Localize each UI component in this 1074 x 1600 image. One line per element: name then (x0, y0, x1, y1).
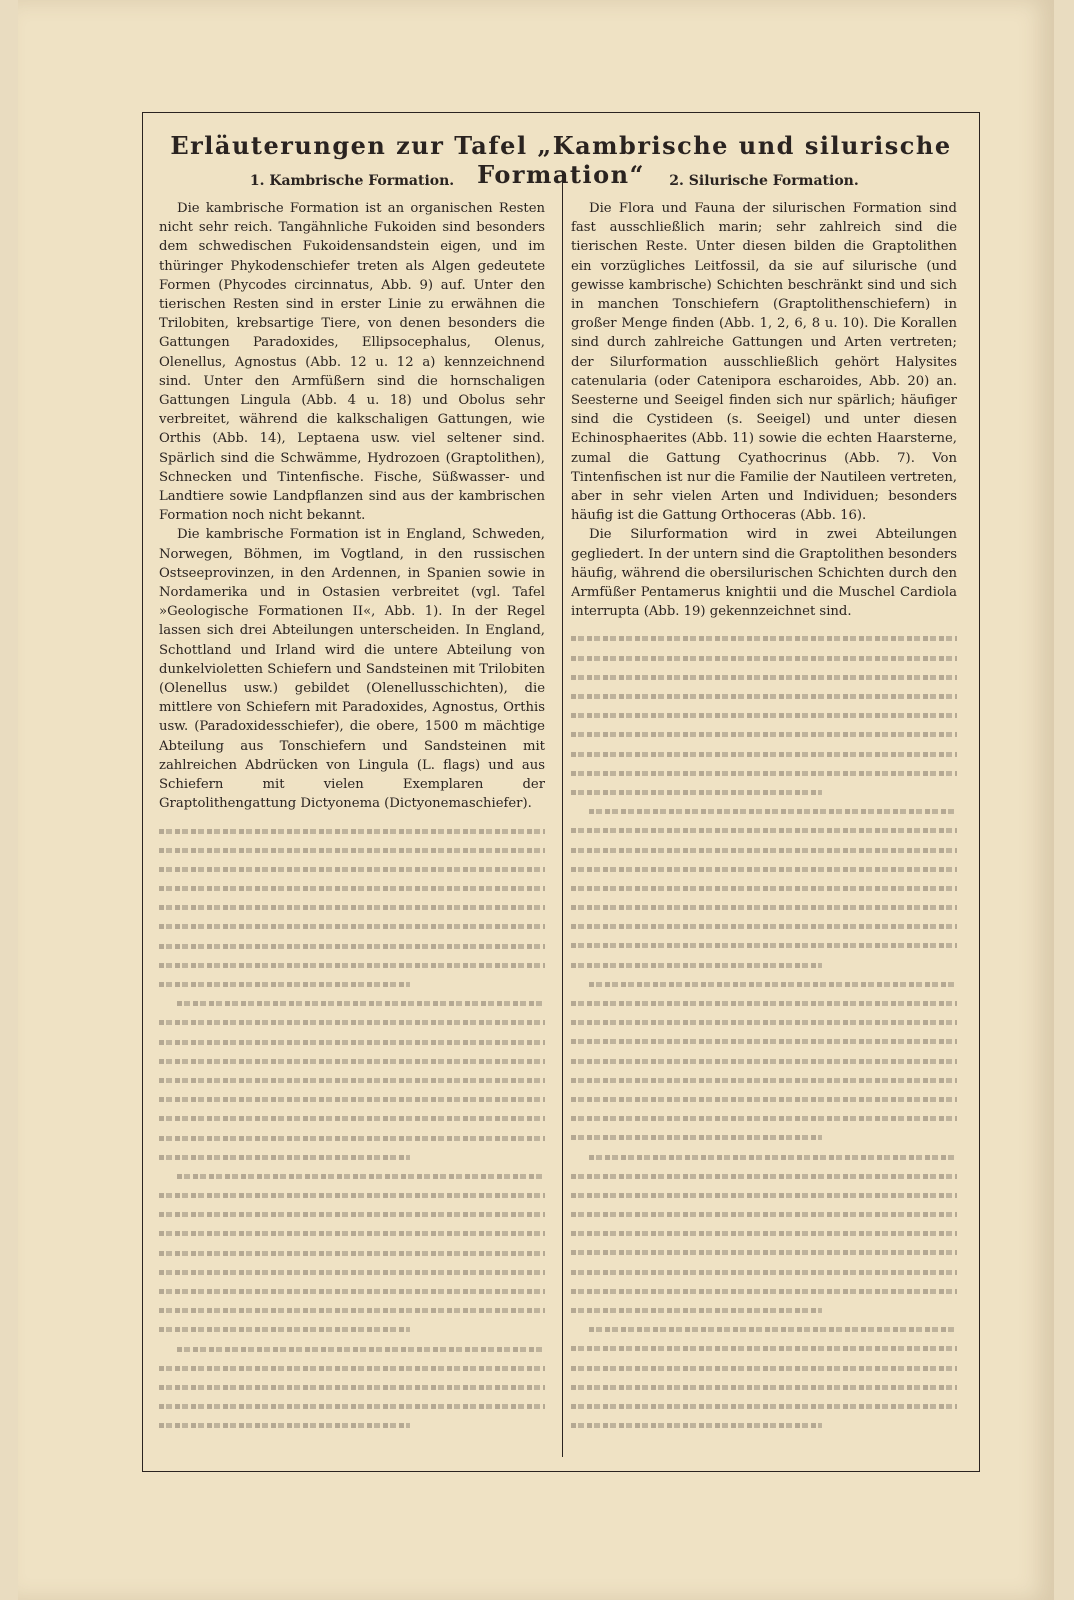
text-line (571, 915, 957, 934)
text-line (571, 1184, 957, 1203)
text-line (159, 877, 545, 896)
text-line (159, 1280, 545, 1299)
text-line (571, 685, 957, 704)
text-line (571, 1318, 957, 1337)
text-line (571, 1376, 957, 1395)
text-line (159, 1395, 545, 1414)
text-line (159, 1031, 545, 1050)
text-line (571, 1050, 957, 1069)
text-line (571, 1395, 957, 1414)
text-line (159, 954, 545, 973)
page-sheet (18, 0, 1054, 1600)
text-line (571, 1357, 957, 1376)
text-line (159, 1242, 545, 1261)
text-line (571, 877, 957, 896)
text-line (571, 954, 957, 973)
text-line (571, 992, 957, 1011)
remaining-text-lines (159, 820, 545, 1434)
column-cambrian (159, 173, 545, 1453)
text-line (159, 1127, 545, 1146)
text-line (159, 1011, 545, 1030)
text-line (571, 1146, 957, 1165)
text-line (571, 647, 957, 666)
text-line (571, 800, 957, 819)
article-frame (142, 112, 980, 1472)
text-line (571, 839, 957, 858)
text-line (571, 1107, 957, 1126)
text-line (159, 1414, 545, 1433)
text-line (571, 781, 957, 800)
text-line (571, 743, 957, 762)
paragraph: Die Flora und Fauna der silurischen Formation sind fast ausschließlich marin; sehr zahlreich sind die tierischen Reste. Unter diesen bilden die Graptolithen ein vorzügliches Leitfossil, da sie auf silurische (und gewisse kambrische) Schichten beschränkt sind und sich in manchen Tonschiefern (Graptolithenschiefern) in großer Menge finden (Abb. 1, 2, 6, 8 u. 10). Die Korallen sind durch zahlreiche Gattungen und Arten vertreten; der Silurformation ausschließlich gehört Halysites catenularia (oder Catenipora escharoides, Abb. 20) an. Seesterne und Seeigel finden sich nur spärlich; häufiger sind die Cystideen (s. Seeigel) und unter diesen Echinosphaerites (Abb. 11) sowie die echten Haarsterne, zumal die Gattung Cyathocrinus (Abb. 7). Von Tintenfischen ist nur die Familie der Nautileen vertreten, aber in sehr vielen Arten und Individuen; besonders häufig ist die Gattung Orthoceras (Abb. 16). (571, 201, 957, 524)
remaining-text-lines (571, 627, 957, 1433)
text-line (571, 896, 957, 915)
text-line (159, 839, 545, 858)
bleed-through-text (308, 58, 828, 88)
text-line (571, 1203, 957, 1222)
page-title: Erläuterungen zur Tafel „Kambrische und silurische Formation“ (170, 131, 952, 189)
text-line (571, 1337, 957, 1356)
text-line (159, 1165, 545, 1184)
text-line (571, 1261, 957, 1280)
text-line (159, 1318, 545, 1337)
text-line (159, 1069, 545, 1088)
text-line (571, 1088, 957, 1107)
text-line (159, 1146, 545, 1165)
text-line (571, 1069, 957, 1088)
text-line (159, 973, 545, 992)
text-line (571, 1280, 957, 1299)
text-line (159, 1050, 545, 1069)
paragraph: Die Silurformation wird in zwei Abteilungen gegliedert. In der untern sind die Graptolithen besonders häufig, während die obersilurischen Schichten durch den Armfüßer Pentamerus knightii und die Muschel Cardiola interrupta (Abb. 19) gekennzeichnet sind. (571, 527, 957, 620)
text-line (159, 1107, 545, 1126)
text-line (571, 762, 957, 781)
text-line (159, 992, 545, 1011)
text-line (159, 858, 545, 877)
text-line (571, 819, 957, 838)
text-line (571, 1030, 957, 1049)
paragraph: Die kambrische Formation ist in England, Schweden, Norwegen, Böhmen, im Vogtland, in den russischen Ostseeprovinzen, in den Ardennen, in Spanien sowie in Nordamerika und in Ostasien verbreitet (vgl. Tafel »Geologische Formationen II«, Abb. 1). In der Regel lassen sich drei Abteilungen unterscheiden. In England, Schottland und Irland wird die untere Abteilung von dunkelvioletten Schiefern und Sandsteinen mit Trilobiten (Olenellus usw.) gebildet (Olenellusschichten), die mittlere von Schiefern mit Paradoxides, Agnostus, Orthis usw. (Paradoxidesschiefer), die obere, 1500 m mächtige Abteilung aus Tonschiefern und Sandsteinen mit zahlreichen Abdrücken von Lingula (L. flags) und aus Schiefern mit vielen Exemplaren der Graptolithengattung Dictyonema (Dictyonemaschiefer). (159, 527, 545, 812)
text-line (159, 1184, 545, 1203)
text-line (159, 1376, 545, 1395)
text-line (159, 1299, 545, 1318)
text-line (571, 1414, 957, 1433)
text-line (571, 934, 957, 953)
text-line (571, 1165, 957, 1184)
text-line (571, 627, 957, 646)
text-line (571, 723, 957, 742)
text-line (159, 1338, 545, 1357)
section-heading-cambrian: 1. Kambrische Formation. (249, 173, 455, 189)
text-line (571, 1299, 957, 1318)
text-line (571, 704, 957, 723)
text-line (159, 915, 545, 934)
text-line (571, 858, 957, 877)
text-line (159, 1203, 545, 1222)
text-line (159, 1222, 545, 1241)
text-line (159, 1357, 545, 1376)
text-line (571, 1241, 957, 1260)
text-line (159, 1261, 545, 1280)
column-divider (562, 177, 563, 1457)
text-line (159, 896, 545, 915)
text-line (571, 1222, 957, 1241)
text-line (159, 820, 545, 839)
paragraph: Die kambrische Formation ist an organischen Resten nicht sehr reich. Tangähnliche Fukoiden sind besonders dem schwedischen Fukoidensandstein eigen, und im thüringer Phykodenschiefer treten als Algen gedeutete Formen (Phycodes circinnatus, Abb. 9) auf. Unter den tierischen Resten sind in erster Linie zu erwähnen die Trilobiten, krebsartige Tiere, von denen besonders die Gattungen Paradoxides, Ellipsocephalus, Olenus, Olenellus, Agnostus (Abb. 12 u. 12 a) kennzeichnend sind. Unter den Armfüßern sind die hornschaligen Gattungen Lingula (Abb. 4 u. 18) und Obolus sehr verbreitet, während die kalkschaligen Gattungen, wie Orthis (Abb. 14), Leptaena usw. viel seltener sind. Spärlich sind die Schwämme, Hydrozoen (Graptolithen), Schnecken und Tintenfische. Fische, Süßwasser- und Landtiere sowie Landpflanzen sind aus der kambrischen Formation noch nicht bekannt. (159, 201, 545, 524)
text-line (571, 1126, 957, 1145)
text-line (571, 1011, 957, 1030)
text-line (571, 666, 957, 685)
text-line (159, 1088, 545, 1107)
text-line (571, 973, 957, 992)
column-silurian (571, 173, 957, 1453)
section-heading-silurian: 2. Silurische Formation. (669, 173, 859, 189)
text-line (159, 935, 545, 954)
